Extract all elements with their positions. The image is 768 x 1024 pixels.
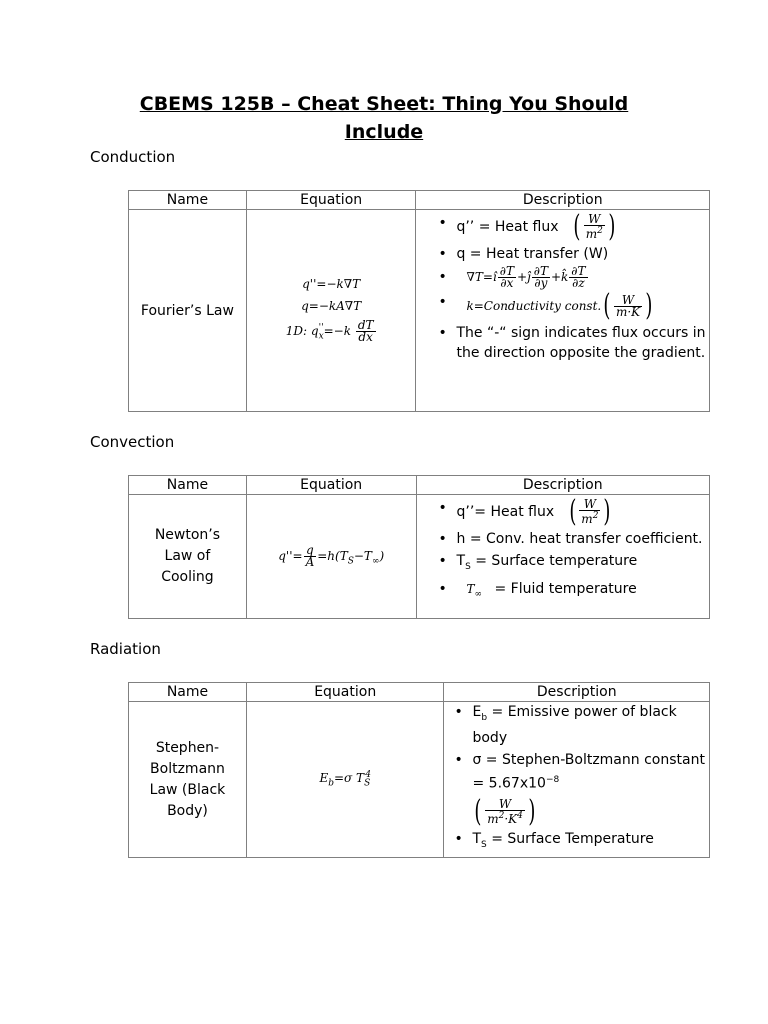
- stephen-desc-eb: = Emissive power of black body: [472, 704, 677, 746]
- law-name-newton: [129, 495, 247, 619]
- list-item: • k=Conductivity const.( $\frac{W}{m\cdot K}$ ): [438, 291, 709, 321]
- list-item: • ∇T=î $\frac{\partial T}{\partial x}$ +ĵ $\frac{\partial T}{\partial y}$ +k̂ $\frac{\partial T}{\partial z}$: [438, 266, 709, 289]
- header-description: Description: [416, 191, 710, 210]
- law-name-stephen-boltzmann: [129, 702, 247, 858]
- section-heading-convection: Convection: [90, 433, 175, 451]
- newton-name-text: Newton’s Law of Cooling: [154, 527, 221, 585]
- fourier-eq-1d-prefix: 1D: q: [285, 324, 319, 339]
- newton-desc-ts: = Surface temperature: [470, 553, 638, 569]
- header-name: Name: [129, 191, 247, 210]
- law-name-fourier: Fourier’s Law: [129, 210, 247, 412]
- fourier-eq-flux: q''=−k∇T: [302, 277, 361, 292]
- stephen-name-text: Stephen-Boltzmann Law (Black Body): [149, 739, 226, 819]
- equation-newton: q''= $\frac{q}{A}$ $=h(T_S-T_\infty)$: [246, 495, 416, 619]
- fourier-desc-flux: q’’ = Heat flux: [456, 219, 559, 235]
- section-heading-conduction: Conduction: [90, 148, 176, 166]
- list-item: • $T_\infty$ = Fluid temperature: [439, 579, 709, 604]
- list-item: • $E_b$ = Emissive power of black body: [454, 702, 709, 748]
- description-fourier: [416, 210, 710, 412]
- list-item: [439, 529, 709, 549]
- stephen-desc-sigma: σ = Stephen-Boltzmann constant = 5.67x10: [472, 751, 705, 792]
- list-item: [438, 244, 709, 264]
- description-newton: [416, 495, 709, 619]
- page-title: CBEMS 125B – Cheat Sheet: Thing You Should Include: [139, 93, 629, 143]
- list-item: [438, 323, 709, 363]
- fourier-desc-k: k=Conductivity const.: [466, 298, 602, 313]
- fourier-eq-transfer: q=−kA∇T: [301, 299, 362, 314]
- header-equation: Equation: [246, 476, 416, 495]
- header-description: Description: [444, 683, 710, 702]
- header-description: Description: [416, 476, 709, 495]
- header-equation: Equation: [246, 683, 444, 702]
- list-item: • $T_S$ = Surface Temperature: [454, 829, 709, 855]
- radiation-table: [128, 682, 710, 858]
- fourier-eq-1d-mid: =−k: [323, 324, 351, 339]
- stephen-desc-sigma-exp: −8: [545, 774, 560, 785]
- stephen-desc-ts: = Surface Temperature: [486, 831, 654, 848]
- section-heading-radiation: Radiation: [90, 640, 161, 658]
- conduction-table: [128, 190, 710, 412]
- header-name: Name: [129, 476, 247, 495]
- header-equation: Equation: [246, 191, 416, 210]
- equation-stephen-boltzmann: $E_b=\sigma$ $T_S^4$: [246, 702, 444, 858]
- fourier-desc-sign: The “-“ sign indicates flux occurs in the direction opposite the gradient.: [456, 325, 706, 361]
- fourier-desc-transfer: q = Heat transfer (W): [456, 246, 609, 262]
- list-item: • σ = Stephen-Boltzmann constant = $5.67x10^{-8}$ ( $\frac{W}{m^2\cdot K^4}$ ): [454, 750, 709, 828]
- fourier-eq-1d: 1D: $q_x''=-k$ $\frac{dT}{dx}$: [285, 318, 374, 345]
- newton-desc-h: h = Conv. heat transfer coefficient.: [456, 531, 703, 547]
- list-item: • q’’ = Heat flux ( $\frac{W}{m^2}$ ): [438, 212, 709, 242]
- newton-desc-tinf: = Fluid temperature: [490, 580, 637, 597]
- header-name: Name: [129, 683, 247, 702]
- newton-desc-flux: q’’= Heat flux: [456, 504, 555, 520]
- equation-fourier: [246, 210, 416, 412]
- list-item: • q’’= Heat flux ( $\frac{W}{m^2}$ ): [439, 497, 709, 527]
- description-stephen-boltzmann: [444, 702, 710, 858]
- list-item: • $T_S$ = Surface temperature: [439, 551, 709, 577]
- convection-table: [128, 475, 710, 619]
